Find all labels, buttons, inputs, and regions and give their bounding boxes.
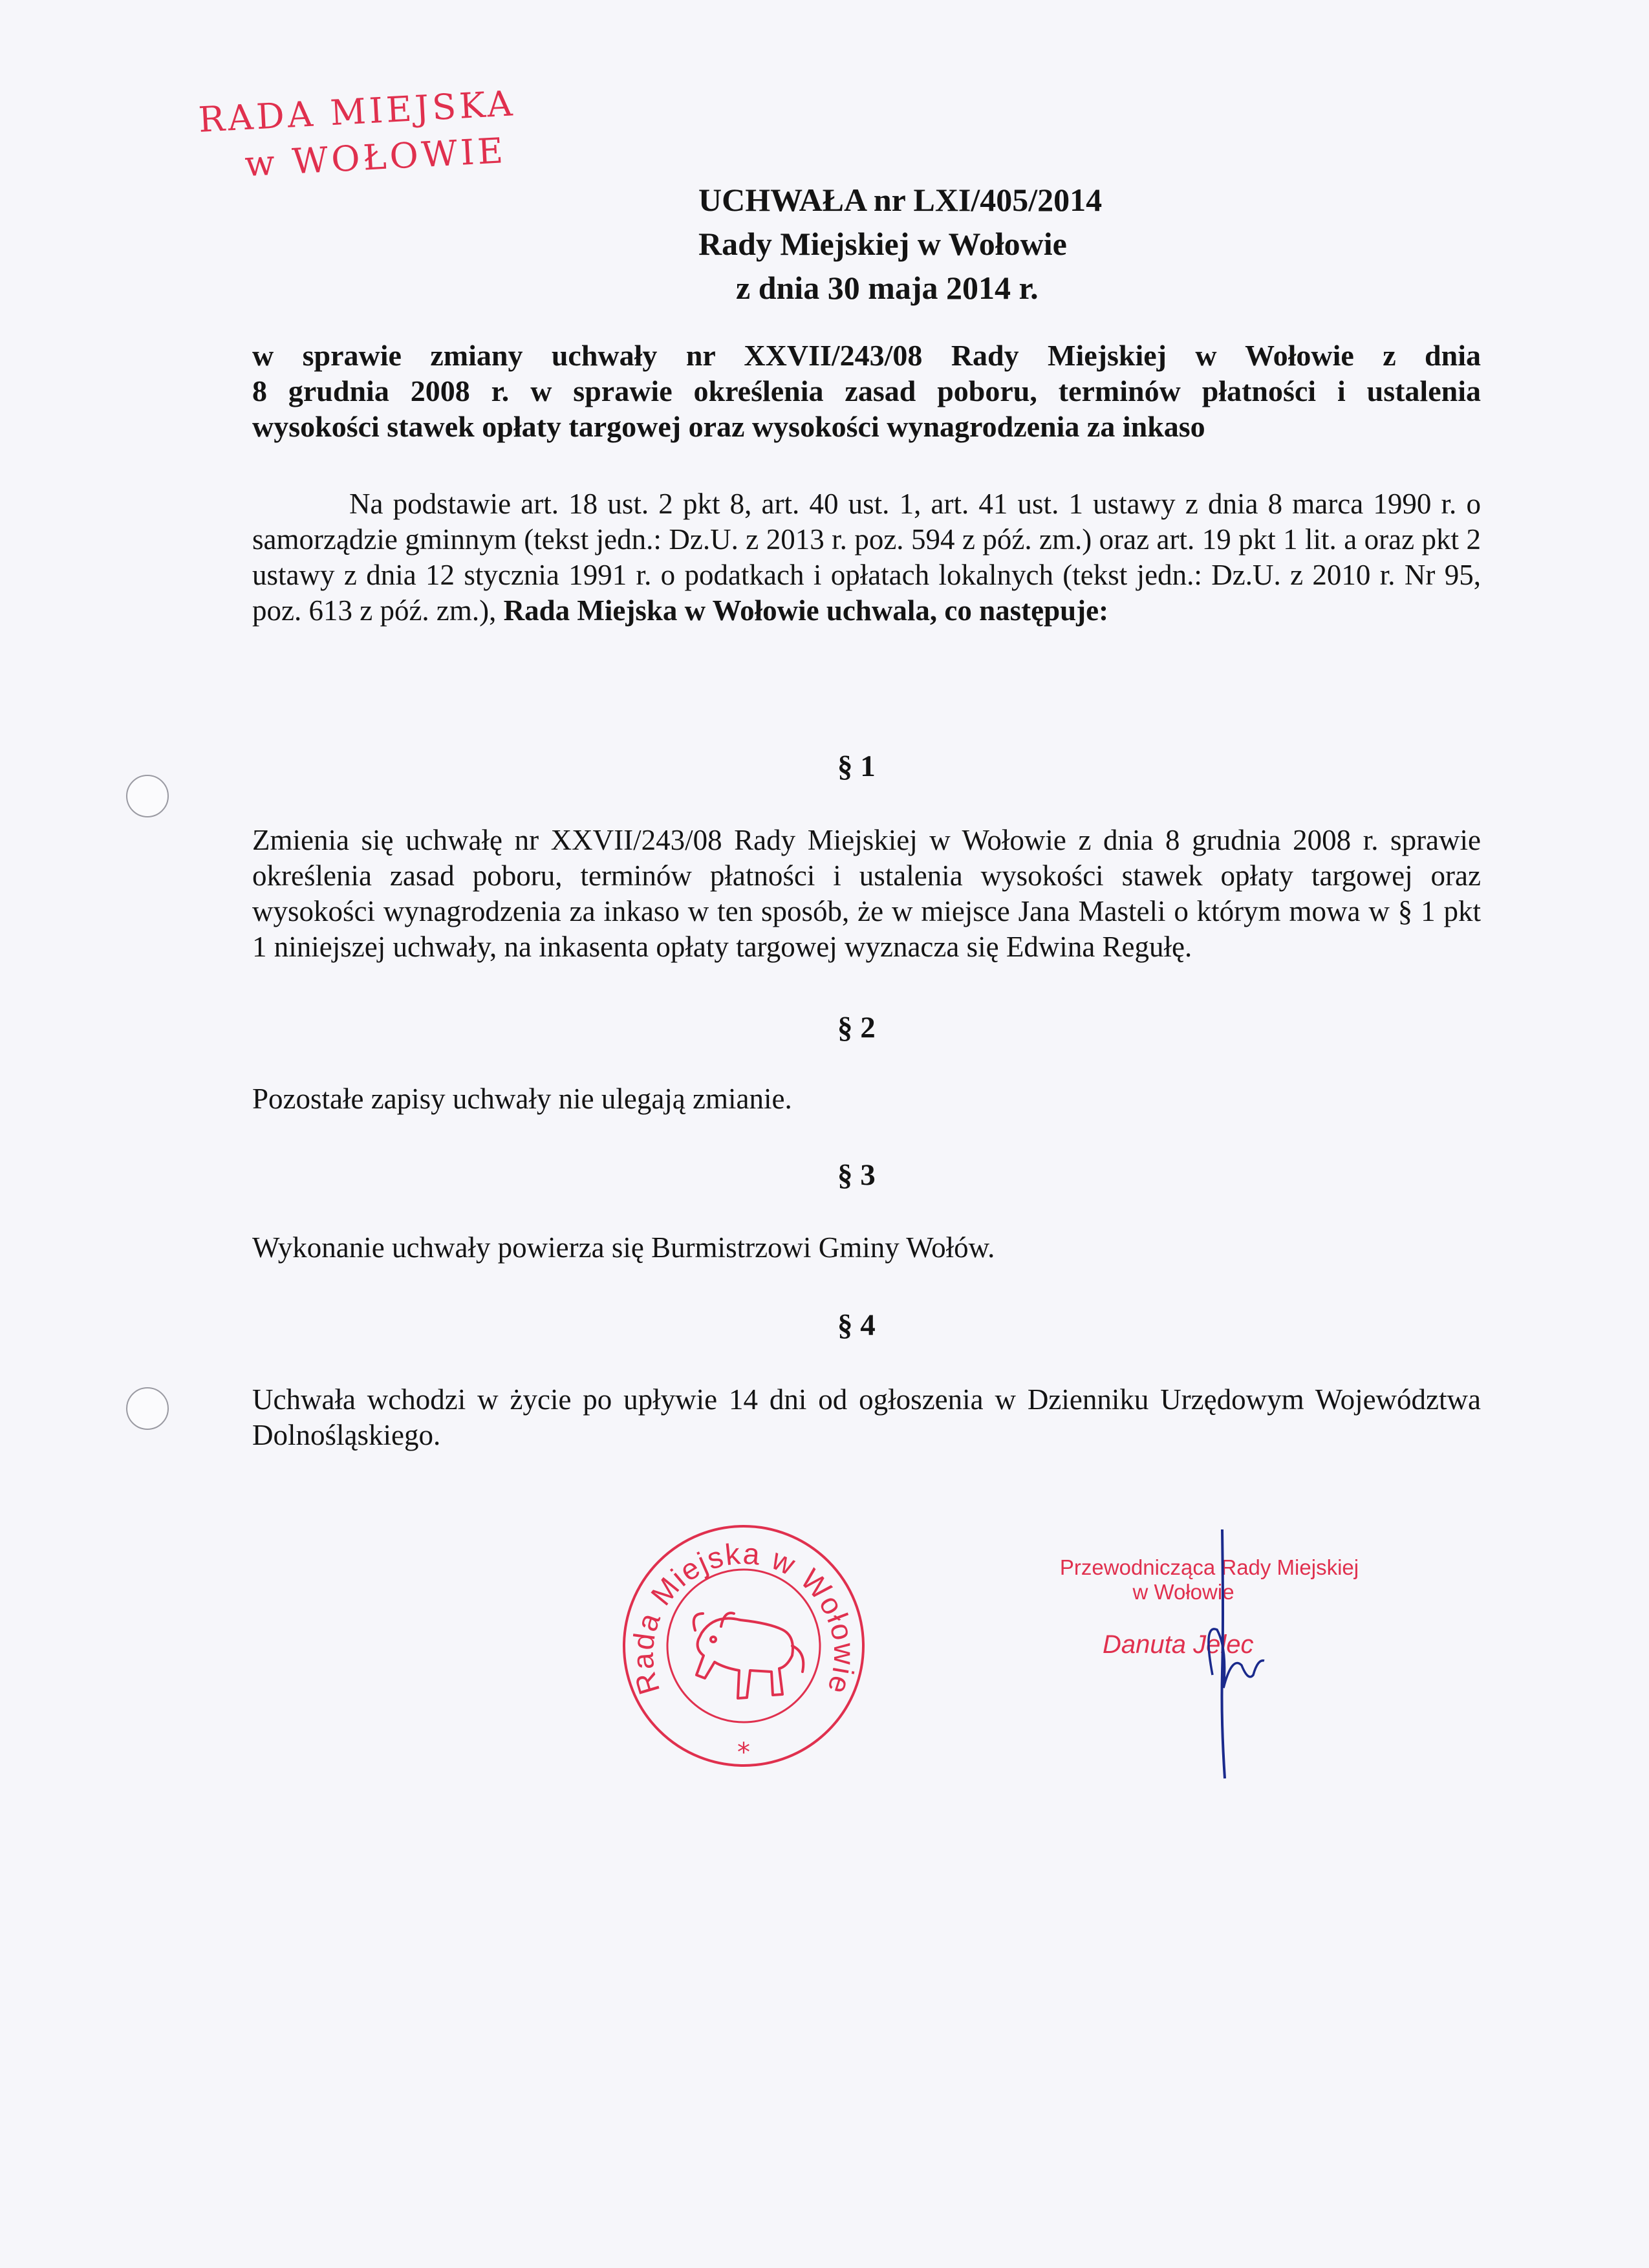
signature-name: Danuta Jelec bbox=[1103, 1630, 1254, 1659]
section-1-text: Zmienia się uchwałę nr XXVII/243/08 Rady Miejskiej w Wołowie z dnia 8 grudnia 2008 r. sprawie określenia zasad poboru, terminów płatności i ustalenia wysokości stawek opłaty targowej oraz wysokości wynagrodzenia za inkaso w ten sposób, że w miejsce Jana Masteli o którym mowa w § 1 pkt 1 niniejszej uchwały, na inkasenta opłaty targowej wyznacza się Edwina Regułę. bbox=[252, 824, 1481, 963]
stamp-line-1: RADA MIEJSKA bbox=[197, 83, 517, 140]
legal-basis-text: Na podstawie art. 18 ust. 2 pkt 8, art. 40 ust. 1, art. 41 ust. 1 ustawy z dnia 8 marca 1990 r. o samorządzie gminnym (tekst jedn.: Dz.U. z 2013 r. poz. 594 z póź. zm.) oraz art. 19 pkt 1 lit. a oraz pkt 2 ustawy z dnia 12 stycznia 1991 r. o podatkach i opłatach lokalnych (tekst jedn.: Dz.U. z 2010 r. Nr 95, poz. 613 z póź. zm.), bbox=[252, 488, 1481, 627]
legal-basis-bold: Rada Miejska w Wołowie uchwala, co następuje: bbox=[503, 594, 1109, 627]
section-3-heading: § 3 bbox=[837, 1158, 876, 1192]
subject-line-2: 8 grudnia 2008 r. w sprawie określenia zasad poboru, terminów płatności i ustalenia bbox=[252, 374, 1481, 407]
signature-title-2: w Wołowie bbox=[1132, 1580, 1234, 1604]
official-seal bbox=[618, 1517, 870, 1775]
section-1-heading: § 1 bbox=[837, 750, 876, 783]
section-3-text: Wykonanie uchwały powierza się Burmistrzowi Gminy Wołów. bbox=[252, 1231, 995, 1264]
resolution-title bbox=[698, 178, 1102, 310]
section-2-text: Pozostałe zapisy uchwały nie ulegają zmianie. bbox=[252, 1083, 792, 1115]
section-4-heading: § 4 bbox=[837, 1308, 876, 1342]
section-4-text: Uchwała wchodzi w życie po upływie 14 dni od ogłoszenia w Dzienniku Urzędowym Województwa Dolnośląskiego. bbox=[252, 1383, 1481, 1451]
bull-emblem bbox=[694, 1613, 804, 1698]
subject-line-3: wysokości stawek opłaty targowej oraz wysokości wynagrodzenia za inkaso bbox=[252, 410, 1205, 443]
section-2-heading: § 2 bbox=[837, 1011, 876, 1044]
subject-line-1: w sprawie zmiany uchwały nr XXVII/243/08 Rady Miejskiej w Wołowie z dnia bbox=[252, 339, 1481, 372]
punch-hole-top bbox=[126, 775, 169, 817]
punch-hole-bottom bbox=[126, 1387, 169, 1430]
star-icon: * bbox=[737, 1738, 750, 1767]
resolution-subject bbox=[252, 338, 1481, 444]
signature-title: Przewodnicząca Rady Miejskiej bbox=[1059, 1555, 1359, 1579]
title-line-3: z dnia 30 maja 2014 r. bbox=[736, 270, 1039, 306]
council-header-stamp bbox=[197, 80, 519, 189]
stamp-line-2: w WOŁOWIE bbox=[243, 130, 508, 185]
title-line-2: Rady Miejskiej w Wołowie bbox=[698, 226, 1067, 262]
legal-basis bbox=[252, 486, 1481, 629]
seal-text: Rada Miejska w Wołowie bbox=[625, 1536, 862, 1700]
handwritten-signature bbox=[1177, 1526, 1293, 1785]
title-line-1: UCHWAŁA nr LXI/405/2014 bbox=[698, 182, 1103, 218]
